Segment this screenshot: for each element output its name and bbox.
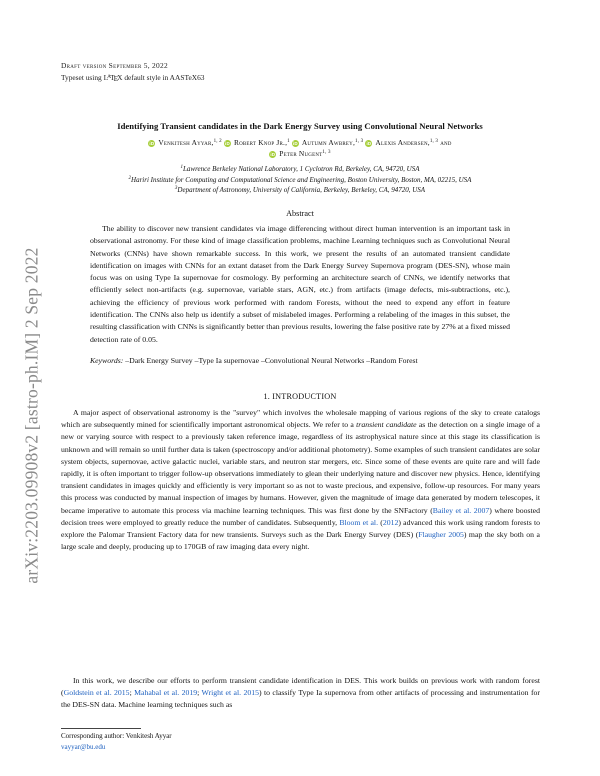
arxiv-id[interactable]: arXiv:2203.09908v2 [astro-ph.IM] 2 Sep 2022 [21,246,42,584]
text-run: ) advanced this work using random forests to explore the Palomar Transient Factory data for new transients. Surveys such as the Dark Energy Survey (DES) ( [61,517,540,540]
citation-link[interactable]: Flaugher 2005 [418,530,464,540]
affil-sup: 1, 3 [355,139,364,144]
author-name: Autumn Awbrey, [301,138,356,147]
typeset-x: X [117,72,123,82]
orcid-icon[interactable]: iD [149,141,155,146]
author [365,138,451,147]
citation-link[interactable]: Wright et al. 2015 [201,688,259,698]
abstract-body: The ability to discover new transient candidates via image differencing without direct human intervention is an important task in observational astronomy. For these kind of image classification problems, machine Learning techniques such as Convolutional Neural Networks (CNNs) have shown remarkable success. In this work, we present the results of an automated transient candidate identification on images with CNNs for an extant dataset from the Dark Energy Survey Supernova program (DES-SN), whose main focus was on using Type Ia supernovae for cosmology. By performing an architecture search of CNNs, we identify networks that efficiently select non-artifacts (e.g. supernovae, variable stars, AGN, etc.) from artifacts (image defects, mis-subtractions, etc.), achieving the efficiency of previous work performed with random Forests, without the need to expend any effort in feature identification. The CNNs also help us identify a subset of mislabeled images. Performing a relabeling of the images in this subset, the resulting classification with CNNs is significantly better than previous results, lowering the false positive rate by 27% at a fixed missed detection rate of 0.05. [90,224,510,344]
affil-num: 2 [128,175,132,181]
abstract-heading: Abstract [286,209,314,218]
typeset-e: E [113,74,119,83]
author-name: Robert Knop Jr., [233,138,288,147]
intro-paragraph-2 [61,675,540,712]
text-run: A major aspect of observational astronomy is the "survey" which involves the wholesale mapping of various regions of the sky to create catalogs which are subsequently mined for scientifically important astronomical objects. We refer to a [61,408,540,430]
arxiv-stamp [4,180,60,650]
typeset-a: A [107,73,112,80]
author [148,138,222,147]
typeset-suffix: default style in AASTeX63 [122,72,205,82]
citation-link[interactable]: Bloom et al. [339,517,379,527]
text-run: ; [197,688,202,698]
affil-sup: 1, 3 [429,139,439,144]
author [224,138,290,147]
author-name: Peter Nugent [279,149,323,158]
text-run: ) where boosted decision trees were employed to greatly reduce the number of candidates. Subsequently, [61,505,540,527]
footnote-rule [61,728,141,729]
affil-text: Hariri Institute for Computing and Computational Science and Engineering, Boston University, Boston, MA, 02215, USA [131,175,472,184]
text-run: ; [129,688,135,698]
orcid-icon[interactable]: iD [292,141,298,146]
affil-sup: 1, 3 [322,150,331,155]
author-list [70,137,530,159]
author-conjunction: and [440,138,452,147]
text-run: as the detection on a single image of a new or varying source with respect to a previously taken reference image, regardless of its astrophysical nature since at this stage its classification is unknown and will remain so until further data is taken (spectroscopy and/or additional photometry). Some examples of such transient candidates are solar system objects, supernovae, active galactic nuclei, variable stars, and neutron star mergers, etc. Since some of these events are quite rare and will fade rapidly, it is often important to trigger follow-up observations immediately to glean their underlying nature and discover new physics. Hence, identifying transient candidates in images quickly and efficiently is very important so as not to waste precious, and expensive, follow-up resources. For many years this process was conducted by manual inspection of images by humans. However, given the magnitude of image data generated by modern telescopes, it became imperative to automate this process via machine learning techniques. This was first done by the SNFactory ( [61,420,540,515]
affiliation [60,164,540,175]
typeset-line [61,72,204,85]
affil-sup: 1, 2 [213,139,222,144]
author [292,138,363,147]
intro-paragraph-1 [61,407,540,553]
typeset-t: T [110,72,115,82]
header-meta [61,61,204,85]
paper-title: Identifying Transient candidates in the Dark Energy Survey using Convolutional Neural Networks [117,121,483,131]
author-name: Venkitesh Ayyar, [158,138,214,147]
keywords-label: Keywords: [90,356,124,365]
text-run: ( [378,517,383,527]
affil-sup: 1 [287,139,290,144]
text-run: ) to classify Type Ia supernova from other artifacts of processing and instrumentation for the DES-SN data. Machine learning techniques such as [61,688,540,710]
footnote [61,731,172,752]
affil-num: 3 [174,186,178,191]
text-run: ) map the sky both on a large scale and deeply, producing up to 170GB of raw imaging data every night. [61,530,540,552]
citation-link[interactable]: Goldstein et al. 2015 [63,688,130,698]
citation-link[interactable]: Bailey et al. 2007 [432,505,490,515]
corresponding-author: Corresponding author: Venkitesh Ayyar [61,732,172,740]
typeset-prefix: Typeset using L [61,72,109,82]
email-link[interactable]: vayyar@bu.edu [61,742,106,751]
keywords-text: –Dark Energy Survey –Type Ia supernovae –Convolutional Neural Networks –Random Forest [123,356,418,365]
author-name: Alexis Andersen, [375,138,430,147]
author [269,149,330,158]
affil-num: 1 [180,165,184,170]
affiliations [60,164,540,196]
affil-text: Department of Astronomy, University of California, Berkeley, Berkeley, CA, 94720, USA [177,186,426,194]
affiliation [60,175,540,186]
affil-text: Lawrence Berkeley National Laboratory, 1 Cyclotron Rd, Berkeley, CA, 94720, USA [183,165,420,173]
citation-link[interactable]: 2012 [382,517,399,527]
text-run: In this work, we describe our efforts to perform transient candidate identification in DES. This work builds on previous work with random forest ( [61,676,540,698]
orcid-icon[interactable]: iD [270,152,276,157]
orcid-icon[interactable]: iD [366,141,372,146]
section-heading-introduction: 1. INTRODUCTION [263,392,337,401]
keywords [90,355,510,367]
orcid-icon[interactable]: iD [225,141,230,146]
emphasis: transient candidate [356,420,417,430]
citation-link[interactable]: Mahabal et al. 2019 [134,688,198,698]
affiliation [60,185,540,196]
draft-version: Draft version September 5, 2022 [61,61,169,70]
